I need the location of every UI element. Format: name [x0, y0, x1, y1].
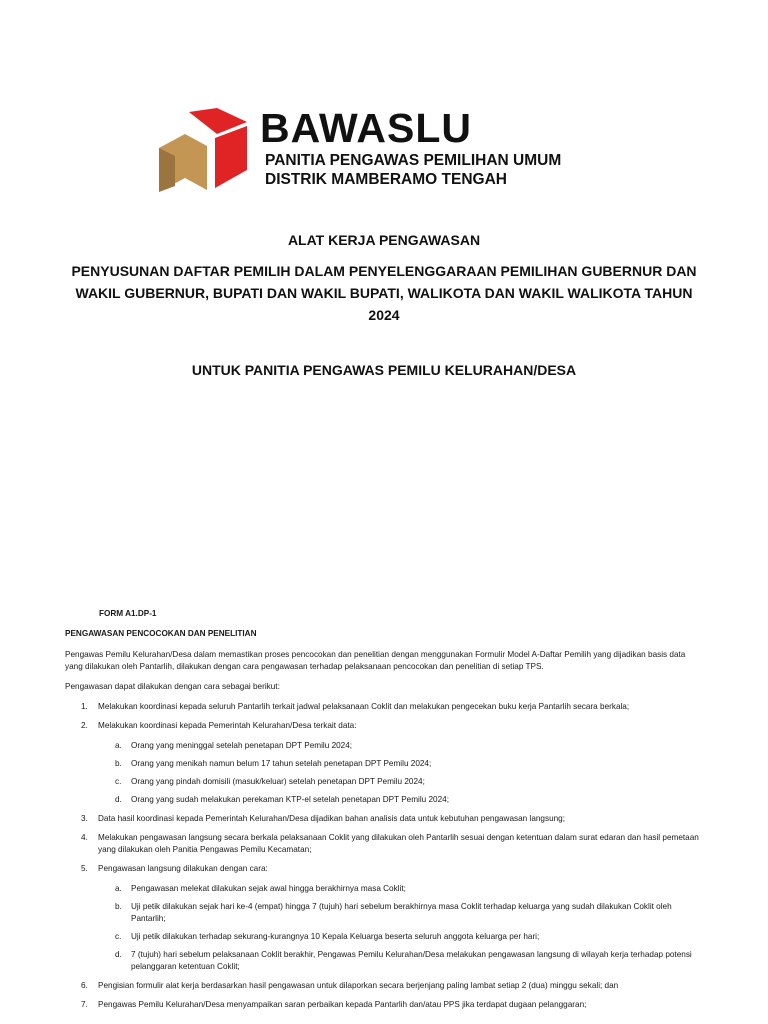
logo-subtitle-line1: PANITIA PENGAWAS PEMILIHAN UMUM [265, 152, 562, 169]
sub-list-item-letter: c. [115, 932, 122, 941]
bawaslu-emblem-icon [155, 108, 255, 192]
sub-list-item-text: Orang yang meninggal setelah penetapan DPT Pemilu 2024; [131, 741, 353, 750]
logo-subtitle-line2: DISTRIK MAMBERAMO TENGAH [265, 171, 507, 188]
list-item-text: Data hasil koordinasi kepada Pemerintah Kelurahan/Desa dijadikan bahan analisis data untuk kebutuhan pengawasan langsung; [98, 814, 566, 823]
list-item-text: Pengisian formulir alat kerja berdasarkan hasil pengawasan untuk dilaporkan secara berjenjang paling lambat setiap 2 (dua) minggu sekali; dan [98, 981, 619, 990]
list-item-text: Pengawasan langsung dilakukan dengan cara: [98, 864, 268, 873]
list-item [65, 813, 705, 825]
sub-list-item-letter: a. [115, 884, 122, 893]
form-code: FORM A1.DP-1 [99, 609, 157, 618]
sub-list-item [98, 776, 705, 788]
sub-list-item [98, 883, 705, 895]
list-item-number: 1. [81, 702, 88, 711]
emblem-red-side [215, 126, 247, 188]
list-item [65, 701, 705, 713]
list-item-number: 7. [81, 1000, 88, 1009]
cover-audience: UNTUK PANITIA PENGAWAS PEMILU KELURAHAN/DESA [191, 362, 577, 378]
procedure-list [65, 701, 705, 1011]
sub-list-item-letter: d. [115, 795, 122, 804]
list-item [65, 863, 705, 973]
sub-list-item-text: Uji petik dilakukan terhadap sekurang-kurangnya 10 Kepala Keluarga beserta seluruh anggota keluarga per hari; [131, 932, 540, 941]
list-item-number: 5. [81, 864, 88, 873]
list-item-text: Pengawas Pemilu Kelurahan/Desa menyampaikan saran perbaikan kepada Pantarlih dan/atau PPS jika terdapat dugaan pelanggaran; [98, 1000, 587, 1009]
sub-list-item-letter: b. [115, 902, 122, 911]
list-item [65, 720, 705, 806]
sub-list-item-text: Pengawasan melekat dilakukan sejak awal hingga berakhirnya masa Coklit; [131, 884, 406, 893]
sub-list-item-text: Orang yang menikah namun belum 17 tahun setelah penetapan DPT Pemilu 2024; [131, 759, 432, 768]
list-item [65, 832, 705, 856]
list-item-number: 6. [81, 981, 88, 990]
sub-list [98, 740, 705, 806]
list-item-number: 2. [81, 721, 88, 730]
sub-list-item [98, 949, 705, 973]
cover-subtitle: PENYUSUNAN DAFTAR PEMILIH DALAM PENYELENGGARAAN PEMILIHAN GUBERNUR DAN WAKIL GUBERNUR, BUPATI DAN WAKIL BUPATI, WALIKOTA DAN WAKIL WALIKOTA TAHUN 2024 [71, 263, 697, 323]
sub-list-item-text: 7 (tujuh) hari sebelum pelaksanaan Coklit berakhir, Pengawas Pemilu Kelurahan/Desa melakukan pengawasan langsung di wilayah kerja terhadap potensi pelanggaran ketentuan Coklit; [131, 950, 692, 971]
sub-list-item [98, 794, 705, 806]
sub-list-item-letter: c. [115, 777, 122, 786]
emblem-white-cut [209, 135, 215, 190]
sub-list-item-text: Uji petik dilakukan sejak hari ke-4 (empat) hingga 7 (tujuh) hari sebelum berakhirnya masa Coklit terhadap keluarga yang sudah dilakukan Coklit oleh Pantarlih; [131, 902, 672, 923]
logo-brand-name: BAWASLU [260, 105, 472, 151]
list-item-text: Melakukan koordinasi kepada seluruh Pantarlih terkait jadwal pelaksanaan Coklit dan melakukan pengecekan buku kerja Pantarlih secara berkala; [98, 702, 630, 711]
sub-list-item-text: Orang yang pindah domisili (masuk/keluar) setelah penetapan DPT Pemilu 2024; [131, 777, 425, 786]
bawaslu-logo [155, 105, 595, 193]
form-lead: Pengawasan dapat dilakukan dengan cara sebagai berikut: [65, 682, 280, 691]
list-item-text: Melakukan pengawasan langsung secara berkala pelaksanaan Coklit yang dilakukan oleh Pantarlih sesuai dengan ketentuan dalam surat edaran dan hasil pemetaan yang dilakukan oleh Panitia Pengawas Pemilu Kecamatan; [98, 833, 699, 854]
form-heading: PENGAWASAN PENCOCOKAN DAN PENELITIAN [65, 629, 257, 638]
list-item-number: 4. [81, 833, 88, 842]
sub-list-item-letter: d. [115, 950, 122, 959]
list-item-number: 3. [81, 814, 88, 823]
sub-list [98, 883, 705, 973]
list-item-text: Melakukan koordinasi kepada Pemerintah Kelurahan/Desa terkait data: [98, 721, 357, 730]
sub-list-item-text: Orang yang sudah melakukan perekaman KTP-el setelah penetapan DPT Pemilu 2024; [131, 795, 449, 804]
sub-list-item-letter: a. [115, 741, 122, 750]
form-intro: Pengawas Pemilu Kelurahan/Desa dalam memastikan proses pencocokan dan penelitian dengan menggunakan Formulir Model A-Daftar Pemilih yang dijadikan basis data yang dilakukan oleh Pantarlih, dilakukan dengan cara pengawasan terhadap pelaksanaan pencocokan dan penelitian di setiap TPS. [65, 650, 686, 671]
sub-list-item [98, 931, 705, 943]
list-item [65, 980, 705, 992]
form-section [65, 608, 705, 1018]
sub-list-item [98, 740, 705, 752]
sub-list-item [98, 758, 705, 770]
sub-list-item [98, 901, 705, 925]
cover-title: ALAT KERJA PENGAWASAN [287, 232, 481, 248]
sub-list-item-letter: b. [115, 759, 122, 768]
list-item [65, 999, 705, 1011]
